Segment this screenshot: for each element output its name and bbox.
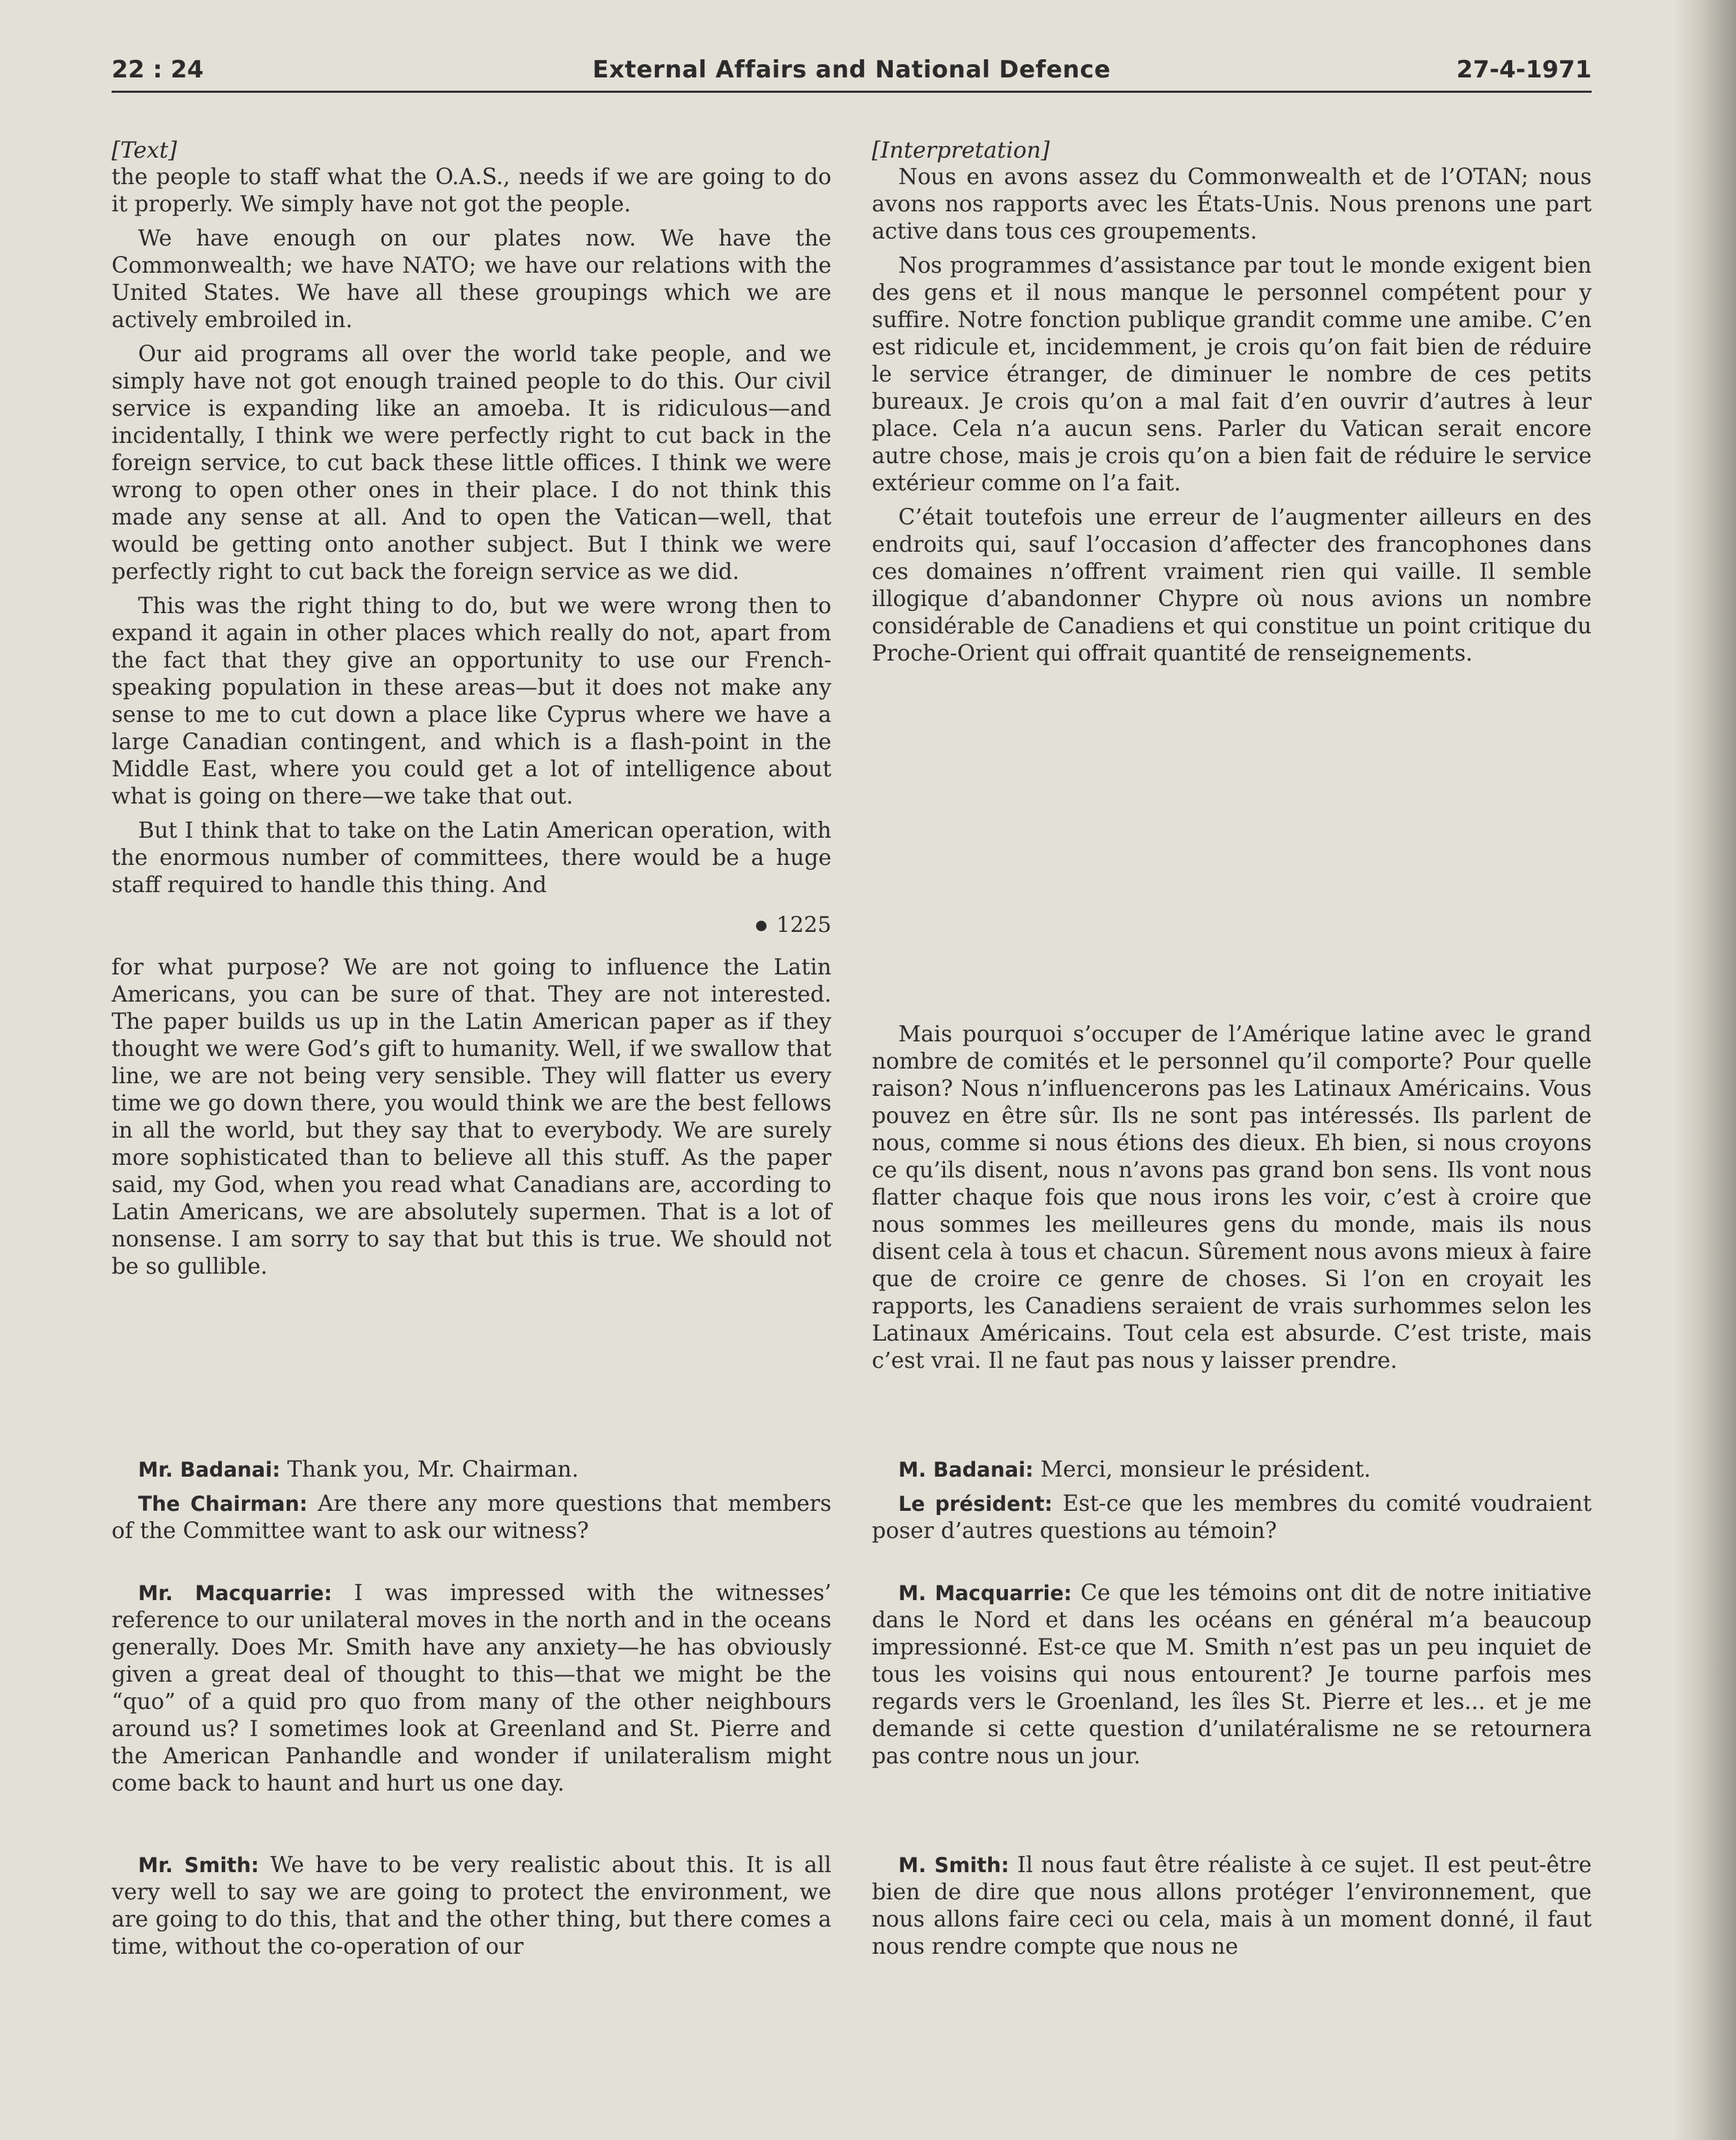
english-paragraph: But I think that to take on the Latin American operation, with the enormous number of committees, there would be a huge staff required to handle this thing. And — [112, 818, 831, 898]
english-paragraph: Our aid programs all over the world take people, and we simply have not got enough trained people to do this. Our civil service is expanding like an amoeba. It is ridiculous—and incidentally, I think we were perfectly right to cut back in the foreign service, to cut back these little offices. I think we were wrong to open other ones in their place. I do not think this made any sense at all. And to open the Vatican—well, that would be getting onto another subject. But I think we were perfectly right to cut back the foreign service as we did. — [112, 342, 831, 585]
speaker-text: Il nous faut être réaliste à ce sujet. Il est peut-être bien de dire que nous allons protéger l’environnement, que nous allons faire ceci ou cela, mais à un moment donné, il faut nous rendre compte que nous ne — [872, 1853, 1592, 1959]
speaker-text: I was impressed with the witnesses’ reference to our unilateral moves in the north and in the oceans generally. Does Mr. Smith have any anxiety—he has obviously given a great deal of thought to this—that we might be the “quo” of a quid pro quo from many of the other neighbours around us? I sometimes look at Greenland and St. Pierre and the American Panhandle and wonder if unilateralism might come back to haunt and hurt us one day. — [112, 1581, 831, 1796]
french-column-middle — [872, 1021, 1592, 1382]
french-column-smith — [872, 1852, 1592, 1968]
page-number: 22 : 24 — [112, 56, 204, 84]
speaker-name: Mr. Badanai: — [138, 1458, 280, 1482]
french-paragraph: Nous en avons assez du Commonwealth et de l’OTAN; nous avons nos rapports avec les États-Unis. Nous prenons une part active dans tous ces groupements. — [872, 165, 1592, 244]
speaker-name: Mr. Macquarrie: — [138, 1581, 333, 1605]
speaker-name: M. Badanai: — [898, 1458, 1034, 1482]
page-header — [112, 54, 1592, 93]
bullet-dot-icon — [756, 921, 767, 931]
speaker-name: M. Smith: — [898, 1853, 1009, 1877]
speaker-paragraph — [872, 1580, 1592, 1770]
english-column-top — [112, 137, 831, 1288]
english-paragraph: the people to staff what the O.A.S., needs if we are going to do it properly. We simply have not got the people. — [112, 165, 831, 217]
speaker-name: Mr. Smith: — [138, 1853, 259, 1877]
french-column-top — [872, 137, 1592, 675]
speaker-text: Merci, monsieur le président. — [1033, 1457, 1371, 1482]
english-column-smith — [112, 1852, 831, 1968]
english-column-macquarrie — [112, 1580, 831, 1804]
interpretation-label: [Interpretation] — [872, 137, 1050, 163]
english-paragraph: We have enough on our plates now. We have the Commonwealth; we have NATO; we have our relations with the United States. We have all these groupings which we are actively embroiled in. — [112, 226, 831, 333]
speaker-name: The Chairman: — [138, 1492, 308, 1516]
english-column-badanai — [112, 1456, 831, 1552]
speaker-paragraph — [872, 1456, 1592, 1484]
speaker-paragraph — [872, 1852, 1592, 1961]
speaker-name: Le président: — [898, 1492, 1053, 1516]
time-marker-text: 1225 — [776, 912, 831, 937]
speaker-paragraph — [112, 1580, 831, 1798]
speaker-text: Are there any more questions that members of the Committee want to ask our witness? — [112, 1491, 831, 1544]
english-paragraph: for what purpose? We are not going to influence the Latin Americans, you can be sure of that. They are not interested. The paper builds us up in the Latin American paper as if they thought we were God’s gift to humanity. Well, if we swallow that line, we are not being very sensible. They will flatter us every time we go down there, you would think we are the best fellows in all the world, but they say that to everybody. We are surely more sophisticated than to believe all this stuff. As the paper said, my God, when you read what Canadians are, according to Latin Americans, we are absolutely supermen. That is a lot of nonsense. I am sorry to say that but this is true. We should not be so gullible. — [112, 955, 831, 1279]
running-title: External Affairs and National Defence — [592, 56, 1111, 84]
time-marker — [112, 912, 831, 939]
speaker-paragraph — [872, 1491, 1592, 1545]
header-date: 27-4-1971 — [1456, 56, 1592, 84]
page-edge-shadow — [1674, 0, 1736, 2140]
french-paragraph: C’était toutefois une erreur de l’augmenter ailleurs en des endroits qui, sauf l’occasion d’affecter des francophones dans ces domaines n’offrent vraiment rien qui vaille. Il semble illogique d’abandonner Chypre où nous avions un nombre considérable de Canadiens et qui constitue un point critique du Proche-Orient qui offrait quantité de renseignements. — [872, 505, 1592, 666]
speaker-text: Est-ce que les membres du comité voudraient poser d’autres questions au témoin? — [872, 1491, 1592, 1544]
english-paragraph: This was the right thing to do, but we were wrong then to expand it again in other places which really do not, apart from the fact that they give an opportunity to use our French-speaking population in these areas—but it does not make any sense to me to cut down a place like Cyprus where we have a large Canadian contingent, and which is a flash-point in the Middle East, where you could get a lot of intelligence about what is going on there—we take that out. — [112, 594, 831, 809]
speaker-paragraph — [112, 1852, 831, 1961]
french-column-macquarrie — [872, 1580, 1592, 1777]
french-paragraph: Mais pourquoi s’occuper de l’Amérique latine avec le grand nombre de comités et le personnel qu’il comporte? Pour quelle raison? Nous n’influencerons pas les Latinaux Américains. Vous pouvez en être sûr. Ils ne sont pas intéressés. Ils parlent de nous, comme si nous étions des dieux. Eh bien, si nous croyons ce qu’ils disent, nous n’avons pas grand bon sens. Ils vont nous flatter chaque fois que nous irons les voir, c’est à croire que nous sommes les meilleures gens du monde, mais ils nous disent cela à tous et chacun. Sûrement nous avons mieux à faire que de croire ce genre de choses. Si l’on en croyait les rapports, les Canadiens seraient de vrais surhommes selon les Latinaux Américains. Tout cela est absurde. C’est triste, mais c’est vrai. Il ne faut pas nous y laisser prendre. — [872, 1022, 1592, 1373]
speaker-text: Ce que les témoins ont dit de notre initiative dans le Nord et dans les océans en général m’a beaucoup impressionné. Est-ce que M. Smith n’est pas un peu inquiet de tous les voisins qui nous entourent? Je tourne parfois mes regards vers le Groenland, les îles St. Pierre et les... et je me demande si cette question d’unilatéralisme ne se retournera pas contre nous un jour. — [872, 1581, 1592, 1769]
french-column-badanai — [872, 1456, 1592, 1552]
speaker-paragraph — [112, 1491, 831, 1545]
french-paragraph: Nos programmes d’assistance par tout le monde exigent bien des gens et il nous manque le personnel compétent pour y suffire. Notre fonction publique grandit comme une amibe. C’en est ridicule et, incidemment, je crois qu’on fait bien de réduire le service étranger, de diminuer le nombre de ces petits bureaux. Je crois qu’on a mal fait d’en ouvrir d’autres à leur place. Cela n’a aucun sens. Parler du Vatican serait encore autre chose, mais je crois qu’on a bien fait de réduire le service extérieur comme on l’a fait. — [872, 253, 1592, 496]
text-label: [Text] — [112, 137, 177, 163]
speaker-text: Thank you, Mr. Chairman. — [280, 1457, 579, 1482]
speaker-text: We have to be very realistic about this. It is all very well to say we are going to protect the environment, we are going to do this, that and the other thing, but there comes a time, without the co-operation of our — [112, 1853, 831, 1959]
speaker-paragraph — [112, 1456, 831, 1484]
speaker-name: M. Macquarrie: — [898, 1581, 1072, 1605]
